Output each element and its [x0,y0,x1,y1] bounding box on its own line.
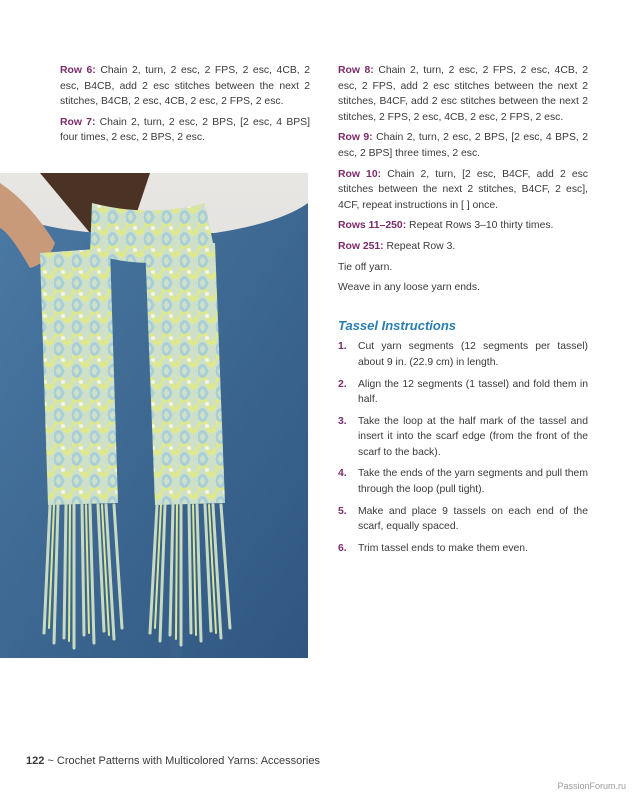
row-instruction: Repeat Row 3. [383,240,456,252]
row-8-paragraph [338,63,588,125]
left-text-column [60,63,310,151]
step-number: 2. [338,378,347,390]
step-number: 5. [338,505,347,517]
row-instruction: Chain 2, turn, 2 esc, 2 FPS, 2 esc, 4CB, 2 esc, 2 FPS, add 2 esc stitches between the next 2 stitches, B4CF, add 2 esc stitches between the next 2 stitches, 2 FPS, 2 esc, 4CB, 2 esc, 2 FPS, 2 esc. [338,65,588,123]
row-instruction: Chain 2, turn, [2 esc, B4CF, add 2 esc stitches between the next 2 stitches, B4CF, 2 esc], 4CF, repeat instructions in [ ] once. [338,168,589,211]
row-instruction: Chain 2, turn, 2 esc, 2 BPS, [2 esc, 4 BPS] four times, 2 esc, 2 BPS, 2 esc. [60,116,310,144]
list-item [338,541,588,557]
right-text-column [338,63,588,562]
list-item [338,466,588,497]
row-label: Row 8: [338,65,374,76]
row-7-paragraph [60,115,310,146]
step-number: 1. [338,341,347,353]
row-label: Row 7: [60,116,96,128]
row-instruction: Chain 2, turn, 2 esc, 2 BPS, [2 esc, 4 BPS, 2 esc, 2 BPS] three times, 2 esc. [338,132,589,159]
row-instruction: Repeat Rows 3–10 thirty times. [406,220,554,232]
page-number: 122 [26,755,45,767]
finish-line: Tie off yarn. [338,261,393,273]
step-text: Take the ends of the yarn segments and pull them through the loop (pull tight). [358,468,588,496]
row-9-paragraph [338,130,588,161]
row-label: Row 251: [338,240,384,252]
step-text: Take the loop at the half mark of the tassel and insert it into the scarf edge (from the front of the scarf to the back). [358,415,588,458]
scarf-right-panel [145,243,225,505]
watermark: PassionForum.ru [557,781,626,791]
list-item [338,339,588,370]
step-number: 3. [338,415,347,427]
page-footer [26,755,320,767]
list-item [338,414,588,461]
row-10-paragraph [338,167,588,214]
step-number: 6. [338,542,347,554]
book-title: Crochet Patterns with Multicolored Yarns: Accessories [56,755,320,767]
footer-separator: ~ [44,755,57,767]
row-251-paragraph [338,239,588,255]
tassel-steps-list [338,339,588,556]
row-label: Rows 11–250: [338,220,407,232]
step-text: Make and place 9 tassels on each end of the scarf, equally spaced. [358,505,588,533]
row-label: Row 10: [338,168,382,180]
row-6-paragraph [60,63,310,110]
scarf-photo [0,173,308,658]
row-label: Row 6: [60,65,96,76]
finish-line: Weave in any loose yarn ends. [338,282,480,294]
step-text: Cut yarn segments (12 segments per tassel) about 9 in. (22.9 cm) in length. [358,341,588,368]
list-item [338,377,588,408]
scarf-left-panel [40,248,118,505]
step-text: Trim tassel ends to make them even. [358,542,528,554]
list-item [338,504,588,535]
step-text: Align the 12 segments (1 tassel) and fold them in half. [358,378,588,406]
rows-11-250-paragraph [338,218,588,234]
step-number: 4. [338,468,347,480]
row-instruction: Chain 2, turn, 2 esc, 2 FPS, 2 esc, 4CB, 2 esc, B4CB, add 2 esc stitches between the next 2 stitches, B4CB, 2 esc, 4CB, 2 esc, 2 FPS, 2 esc. [60,65,310,108]
row-label: Row 9: [338,132,373,144]
scarf-illustration [0,173,308,658]
tassel-instructions-heading: Tassel Instructions [338,317,456,333]
